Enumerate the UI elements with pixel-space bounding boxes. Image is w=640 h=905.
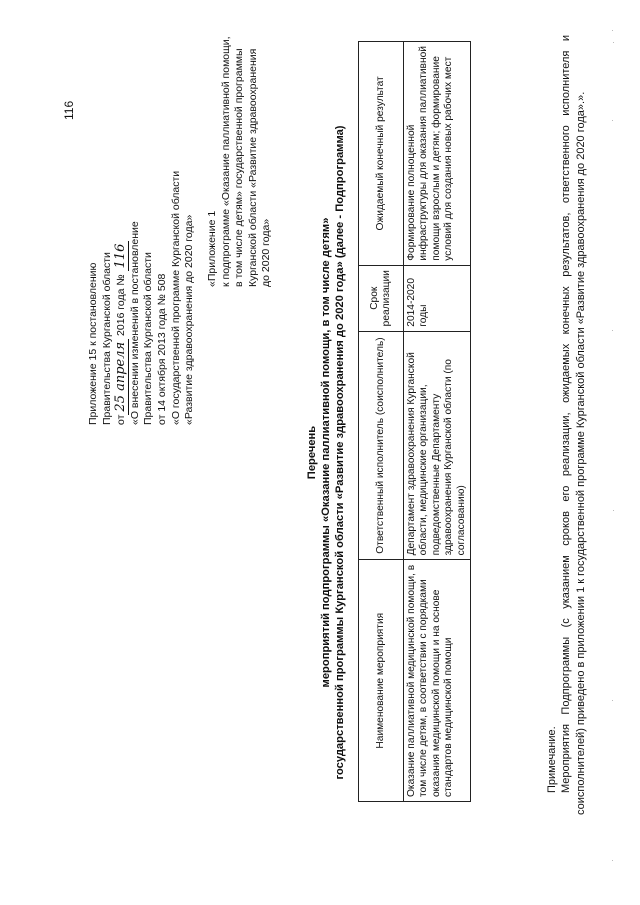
scan-speck	[612, 330, 613, 331]
appendix-line: «О государственной программе Курганской области	[169, 170, 182, 425]
scan-speck	[612, 30, 613, 31]
activities-table	[358, 41, 471, 802]
annex-line: Курганской области «Развитие здравоохранения	[246, 48, 259, 287]
annex-line: до 2020 года»	[260, 218, 273, 287]
appendix-line: «Развитие здравоохранения до 2020 года»	[183, 214, 196, 425]
appendix-line: от 14 октября 2013 года № 508	[155, 273, 168, 425]
annex-block	[206, 0, 274, 287]
appendix-line: «О внесении изменений в постановление	[128, 221, 141, 425]
scan-speck	[612, 700, 613, 701]
appendix-line: Приложение 15 к постановлению	[87, 262, 99, 425]
appendix-date-line	[114, 5, 129, 425]
annex-line: «Приложение 1	[206, 210, 218, 287]
scan-speck	[613, 510, 614, 511]
table-cell: Формирование полноценной инфраструктуры для оказания паллиативной помощи взрослым и детям; формирование условий для создания новых рабочих мест	[404, 42, 471, 266]
annex-line: к подпрограмме «Оказание паллиативной помощи,	[219, 36, 232, 287]
document-title	[305, 0, 347, 905]
date-prefix: от	[115, 414, 128, 425]
scan-speck	[613, 42, 614, 43]
table-cell: Департамент здравоохранения Курганской области, медицинские организации, подведомственные Департаменту здравоохранения Курганской области (по согласованию)	[404, 331, 471, 560]
header-cell: Ожидаемый конечный результат	[359, 42, 404, 266]
title-line: Перечень	[306, 425, 318, 480]
title-line: государственной программы Курганской области «Развитие здравоохранения до 2020 года» (далее - Подпрограмма)	[334, 125, 346, 780]
table-cell: 2014-2020 годы	[404, 265, 471, 331]
appendix-line: Правительства Курганской области	[142, 252, 155, 425]
handwritten-number: 116	[113, 241, 129, 272]
handwritten-date: 25 апреля	[113, 339, 129, 415]
annex-line: в том числе детям» государственной программы	[233, 48, 246, 287]
header-cell: Срок реализации	[359, 265, 404, 331]
scan-speck	[612, 120, 613, 121]
table-row	[404, 42, 471, 802]
scan-speck	[612, 860, 613, 861]
appendix-line: Правительства Курганской области	[100, 252, 113, 425]
page-number: 116	[62, 100, 76, 120]
note-heading: Примечание.	[546, 726, 558, 793]
table-header-row	[359, 42, 404, 802]
title-line: мероприятий подпрограммы «Оказание паллиативной помощи, в том числе детям»	[320, 217, 332, 688]
header-cell: Ответственный исполнитель (соисполнитель)	[359, 331, 404, 560]
appendix-block	[87, 5, 197, 425]
table-cell: Оказание паллиативной медицинской помощи, в том числе детям, в соответствии с порядками оказания медицинской помощи и на основе стандартов медицинской помощи	[404, 560, 471, 802]
note-text: Мероприятия Подпрограммы (с указанием сроков его реализации, ожидаемых конечных результатов, ответственного исполнителя и соисполнителей) приведено в приложении 1 к государственной программе Курганской области «Развитие здравоохранения до 2020 года».».	[560, 35, 587, 815]
note-block	[545, 35, 588, 815]
header-cell: Наименование мероприятия	[359, 560, 404, 802]
date-suffix: 2016 года №	[115, 274, 128, 336]
